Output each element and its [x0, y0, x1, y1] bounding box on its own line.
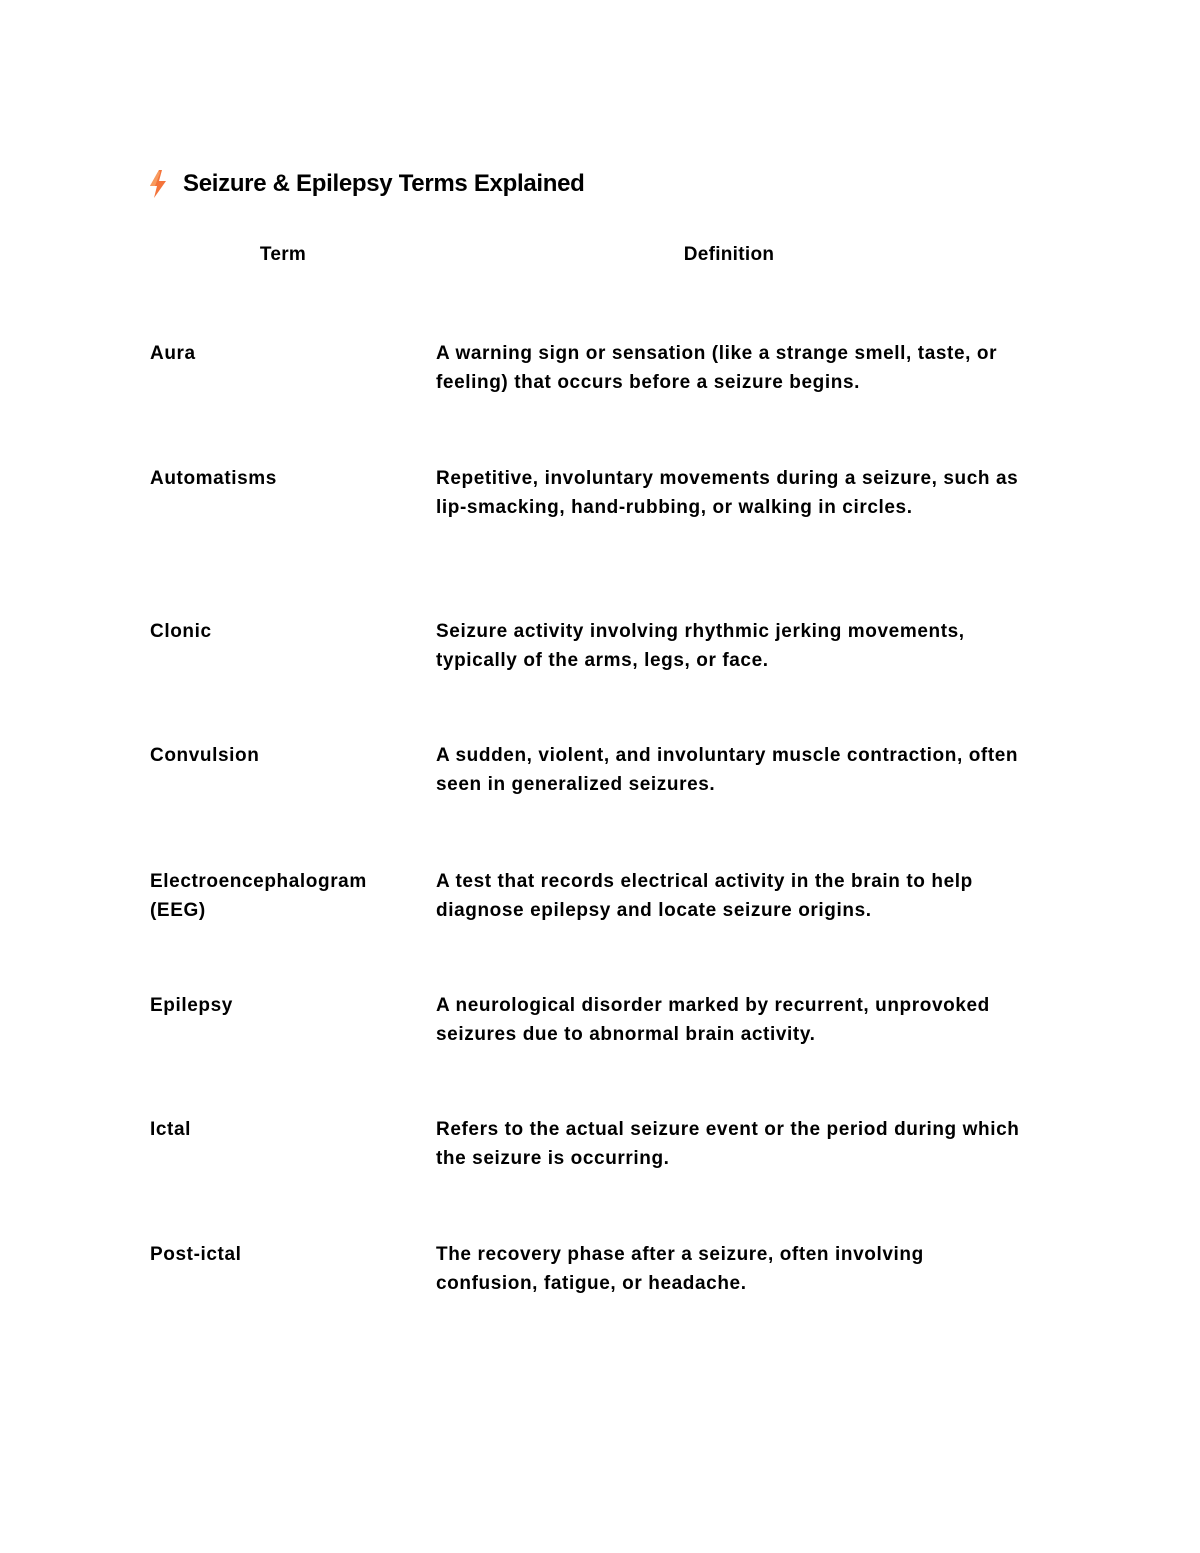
lightning-bolt-icon	[147, 169, 169, 199]
term-cell: Convulsion	[150, 745, 260, 766]
column-header-term: Term	[259, 244, 307, 265]
definition-cell: A warning sign or sensation (like a strange smell, taste, or feeling) that occurs before a seizure begins.	[436, 343, 998, 393]
term-cell: Electroencephalogram (EEG)	[150, 871, 367, 921]
page-title-text: Seizure & Epilepsy Terms Explained	[183, 170, 585, 197]
definition-cell: A sudden, violent, and involuntary muscle contraction, often seen in generalized seizures.	[436, 745, 1019, 795]
term-cell: Aura	[150, 343, 196, 364]
term-cell: Ictal	[150, 1119, 192, 1140]
definition-cell: Refers to the actual seizure event or the period during which the seizure is occurring.	[436, 1119, 1020, 1169]
definition-cell: Seizure activity involving rhythmic jerking movements, typically of the arms, legs, or face.	[436, 621, 965, 671]
term-cell: Epilepsy	[150, 995, 233, 1016]
column-header-definition: Definition	[683, 244, 775, 265]
definition-cell: The recovery phase after a seizure, often involving confusion, fatigue, or headache.	[436, 1244, 924, 1294]
definition-cell: A neurological disorder marked by recurrent, unprovoked seizures due to abnormal brain activity.	[436, 995, 990, 1045]
term-cell: Post-ictal	[150, 1244, 242, 1265]
definition-cell: Repetitive, involuntary movements during a seizure, such as lip-smacking, hand-rubbing, or walking in circles.	[436, 468, 1019, 518]
page-title	[147, 166, 585, 202]
definition-cell: A test that records electrical activity in the brain to help diagnose epilepsy and locate seizure origins.	[436, 871, 973, 921]
term-cell: Clonic	[150, 621, 212, 642]
term-cell: Automatisms	[150, 468, 277, 489]
